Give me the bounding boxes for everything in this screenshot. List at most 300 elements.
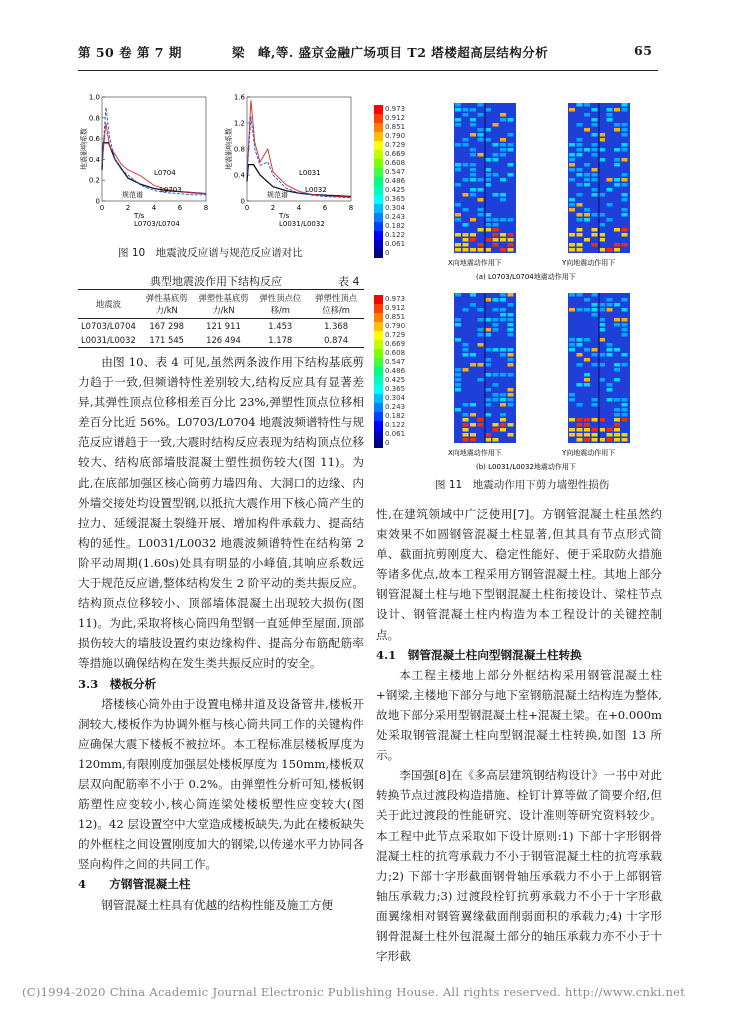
damage-cell (500, 143, 506, 147)
damage-cell (485, 178, 491, 182)
damage-cell (508, 148, 514, 152)
damage-cell (622, 418, 628, 422)
damage-cell (592, 173, 598, 177)
damage-cell (455, 118, 461, 122)
damage-cell (508, 318, 514, 322)
damage-cell (463, 223, 469, 227)
x-tick-label: 4 (296, 204, 302, 212)
damage-cell (592, 363, 598, 367)
damage-cell (607, 343, 613, 347)
damage-cell (569, 163, 575, 167)
damage-cell (508, 163, 514, 167)
damage-cell (470, 433, 476, 437)
damage-cell (584, 173, 590, 177)
scale-label: 0 (385, 439, 390, 447)
damage-cell (455, 108, 461, 112)
scale-swatch (374, 313, 383, 322)
damage-cell (592, 293, 598, 297)
damage-cell (584, 423, 590, 427)
damage-cell (500, 353, 506, 357)
scale-label: 0.486 (385, 177, 406, 185)
damage-cell (607, 298, 613, 302)
damage-cell (470, 303, 476, 307)
damage-cell (508, 248, 514, 252)
damage-cell (493, 383, 499, 387)
damage-cell (493, 398, 499, 402)
damage-cell (599, 158, 605, 162)
damage-cell (607, 348, 613, 352)
damage-cell (470, 293, 476, 297)
damage-cell (463, 143, 469, 147)
damage-cell (470, 423, 476, 427)
damage-cell (455, 163, 461, 167)
damage-cell (584, 103, 590, 107)
figure-11b (374, 293, 630, 471)
section-heading: 3.3 楼板分析 (78, 676, 157, 691)
damage-cell (493, 393, 499, 397)
cell: 121 911 (206, 321, 241, 331)
x-tick-label: 6 (322, 204, 328, 212)
damage-cell (569, 418, 575, 422)
scale-swatch (374, 430, 383, 439)
damage-cell (614, 163, 620, 167)
damage-cell (463, 208, 469, 212)
damage-cell (500, 313, 506, 317)
damage-cell (622, 403, 628, 407)
damage-cell (470, 153, 476, 157)
scale-swatch (374, 349, 383, 358)
scale-swatch (374, 150, 383, 159)
scale-label: 0.851 (385, 313, 406, 321)
copyright-footer: (C)1994-2020 China Academic Journal Electronic Publishing House. All rights reserved. http://www.cnki.net (22, 985, 686, 999)
scale-swatch (374, 331, 383, 340)
damage-cell (584, 298, 590, 302)
damage-cell (622, 173, 628, 177)
damage-cell (500, 198, 506, 202)
scale-swatch (374, 123, 383, 132)
scale-swatch (374, 159, 383, 168)
tower-y-direction (568, 293, 630, 443)
damage-cell (485, 398, 491, 402)
damage-cell (614, 183, 620, 187)
damage-cell (569, 158, 575, 162)
damage-cell (485, 213, 491, 217)
damage-cell (508, 313, 514, 317)
damage-cell (599, 418, 605, 422)
damage-cell (577, 103, 583, 107)
paragraph: 本工程主楼地上部分外框结构采用钢管混凝土柱+钢梁,主楼地下部分与地下室钢筋混凝土结构连为整体,故地下部分采用型钢混凝土柱+混凝土梁。在+0.000m 处采取钢管混凝土柱向型钢混凝土柱转换,如图 13 所示。 (376, 667, 662, 763)
paragraph: 李国强[8]在《多高层建筑钢结构设计》一书中对此转换节点过渡段构造措施、栓钉计算等做了简要介绍,但关于此过渡段的性能研究、设计准则等研究资料较少。本工程中此节点采取如下设计原则:1) 下部十字形钢骨混凝土柱的抗弯承载力不小于钢管混凝土柱的抗弯承载力;2) 下部十字形截面钢骨轴压承载力不小于上部钢管轴压承载力;3) 过渡段栓钉抗剪承载力不小于十字形截面翼缘相对钢管翼缘截面削弱面积的承载力;4) 十字形钢骨混凝土柱外包混凝土部分的轴压承载力亦不小于十字形截 (376, 768, 662, 964)
scale-swatch (374, 132, 383, 141)
damage-cell (470, 438, 476, 442)
scale-label: 0.304 (385, 394, 406, 402)
damage-cell (470, 123, 476, 127)
damage-cell (592, 108, 598, 112)
damage-cell (478, 103, 484, 107)
damage-cell (455, 248, 461, 252)
damage-cell (470, 353, 476, 357)
damage-cell (455, 338, 461, 342)
damage-cell (508, 333, 514, 337)
scale-label: 0.243 (385, 213, 406, 221)
scale-swatch (374, 222, 383, 231)
table-4-label: 表 4 (338, 275, 360, 288)
scale-label: 0.486 (385, 367, 406, 375)
damage-cell (508, 328, 514, 332)
damage-cell (485, 348, 491, 352)
y-tick-label: 0.4 (233, 171, 245, 180)
damage-cell (599, 213, 605, 217)
damage-cell (500, 153, 506, 157)
damage-cell (463, 423, 469, 427)
damage-cell (485, 228, 491, 232)
damage-cell (493, 318, 499, 322)
damage-cell (508, 118, 514, 122)
scale-swatch (374, 358, 383, 367)
cell: 1.178 (268, 335, 293, 345)
damage-cell (508, 433, 514, 437)
damage-cell (569, 233, 575, 237)
scale-swatch (374, 177, 383, 186)
damage-cell (577, 143, 583, 147)
damage-cell (463, 348, 469, 352)
damage-cell (493, 223, 499, 227)
damage-cell (463, 108, 469, 112)
th-plastic-disp: 弹塑性顶点位移/m (315, 293, 358, 315)
damage-cell (478, 188, 484, 192)
damage-cell (493, 228, 499, 232)
damage-cell (622, 433, 628, 437)
damage-cell (500, 373, 506, 377)
y-tick-label: 1.6 (233, 93, 245, 102)
damage-cell (470, 108, 476, 112)
damage-cell (592, 228, 598, 232)
damage-cell (470, 403, 476, 407)
damage-cell (508, 293, 514, 297)
damage-cell (500, 403, 506, 407)
damage-cell (592, 193, 598, 197)
damage-cell (455, 323, 461, 327)
damage-cell (607, 178, 613, 182)
damage-cell (508, 403, 514, 407)
damage-cell (622, 353, 628, 357)
series-line-L0703 (102, 107, 206, 194)
damage-cell (622, 413, 628, 417)
damage-cell (478, 213, 484, 217)
damage-cell (592, 178, 598, 182)
damage-cell (622, 398, 628, 402)
damage-cell (614, 243, 620, 247)
damage-cell (577, 403, 583, 407)
damage-cell (500, 193, 506, 197)
damage-cell (569, 203, 575, 207)
damage-cell (584, 128, 590, 132)
y-tick-label: 1.2 (233, 119, 245, 128)
damage-cell (493, 143, 499, 147)
scale-swatch (374, 231, 383, 240)
damage-cell (622, 308, 628, 312)
damage-cell (500, 293, 506, 297)
damage-cell (592, 303, 598, 307)
left-column (78, 352, 364, 915)
damage-cell (584, 218, 590, 222)
damage-cell (599, 148, 605, 152)
scale-label: 0.790 (385, 322, 406, 330)
damage-cell (614, 408, 620, 412)
x-tick-label: 4 (151, 204, 157, 212)
damage-cell (614, 423, 620, 427)
x-axis-label: T/s (279, 212, 290, 220)
damage-cell (622, 363, 628, 367)
right-column (376, 504, 662, 966)
damage-cell (500, 218, 506, 222)
damage-cell (607, 113, 613, 117)
section-heading: 4 方钢管混凝土柱 (78, 877, 191, 892)
damage-cell (455, 408, 461, 412)
scale-label: 0.547 (385, 358, 406, 366)
damage-cell (577, 428, 583, 432)
damage-cell (478, 418, 484, 422)
damage-cell (470, 173, 476, 177)
damage-cell (584, 163, 590, 167)
damage-cell (607, 308, 613, 312)
direction-label: X向地震动作用下 (448, 449, 502, 457)
damage-cell (622, 103, 628, 107)
scale-label: 0.425 (385, 186, 406, 194)
cell: 0.874 (324, 335, 349, 345)
damage-cell (584, 438, 590, 442)
direction-label: X向地震动作用下 (448, 259, 502, 267)
damage-cell (463, 138, 469, 142)
scale-label: 0.365 (385, 385, 406, 393)
damage-cell (599, 323, 605, 327)
y-tick-label: 0.6 (88, 135, 100, 144)
damage-cell (508, 373, 514, 377)
damage-cell (607, 353, 613, 357)
damage-cell (607, 188, 613, 192)
scale-label: 0.912 (385, 114, 406, 122)
damage-cell (485, 403, 491, 407)
scale-label: 0.182 (385, 222, 406, 230)
damage-cell (478, 133, 484, 137)
damage-cell (463, 193, 469, 197)
damage-cell (584, 148, 590, 152)
damage-cell (493, 193, 499, 197)
damage-cell (508, 233, 514, 237)
damage-cell (599, 238, 605, 242)
scale-swatch (374, 213, 383, 222)
direction-label: Y向地震动作用下 (562, 259, 616, 267)
damage-cell (577, 168, 583, 172)
damage-cell (508, 358, 514, 362)
scale-swatch (374, 186, 383, 195)
damage-cell (485, 128, 491, 132)
damage-cell (463, 163, 469, 167)
damage-cell (478, 153, 484, 157)
damage-cell (614, 248, 620, 252)
y-tick-label: 1.0 (88, 93, 100, 102)
cell: 1.453 (268, 321, 293, 331)
damage-cell (592, 438, 598, 442)
damage-cell (485, 248, 491, 252)
damage-cell (463, 403, 469, 407)
table-row (78, 333, 364, 348)
damage-cell (493, 173, 499, 177)
damage-cell (500, 423, 506, 427)
damage-cell (463, 238, 469, 242)
damage-cell (569, 343, 575, 347)
damage-cell (599, 353, 605, 357)
damage-cell (577, 338, 583, 342)
table-4 (78, 289, 364, 348)
damage-cell (607, 218, 613, 222)
damage-cell (614, 368, 620, 372)
tower-x-direction (454, 103, 516, 253)
section-heading: 4.1 钢管混凝土柱向型钢混凝土柱转换 (376, 647, 582, 662)
scale-label: 0.912 (385, 304, 406, 312)
scale-swatch (374, 105, 383, 114)
damage-cell (455, 233, 461, 237)
damage-cell (485, 363, 491, 367)
damage-cell (592, 188, 598, 192)
damage-cell (622, 183, 628, 187)
damage-cell (577, 218, 583, 222)
damage-cell (485, 168, 491, 172)
damage-cell (478, 318, 484, 322)
scale-label: 0.365 (385, 195, 406, 203)
damage-cell (485, 413, 491, 417)
damage-cell (577, 308, 583, 312)
damage-cell (485, 333, 491, 337)
scale-label: 0.608 (385, 349, 406, 357)
x-tick-label: 6 (177, 204, 183, 212)
damage-cell (577, 233, 583, 237)
damage-cell (614, 348, 620, 352)
damage-cell (584, 348, 590, 352)
damage-cell (463, 248, 469, 252)
subfigure-label: (b) L0031/L0032地震动作用下 (476, 463, 576, 471)
damage-cell (500, 393, 506, 397)
damage-cell (622, 128, 628, 132)
damage-cell (478, 243, 484, 247)
damage-cell (478, 328, 484, 332)
damage-cell (584, 338, 590, 342)
damage-cell (622, 298, 628, 302)
damage-cell (493, 243, 499, 247)
damage-cell (569, 393, 575, 397)
paragraph: 由图 10、表 4 可见,虽然两条波作用下结构基底剪力趋于一致,但频谱特性差别较大,结构反应具有显著差异,其弹性顶点位移相差百分比 23%,弹塑性顶点位移相差百分比近 56%。L0703/L0704 地震波频谱特性与规范反应谱趋于一致,大震时结构反应表现为结构顶点位移较大、结构底部墙肢混凝土塑性损伤较大(图 11)。为此,在底部加强区核心筒剪力墙四角、大洞口的边缘、内外墙交接处均设置型钢,以抵抗大震作用下核心筒产生的拉力、延缓混凝土裂缝开展、增加构件承载力、提高结构的延性。L0031/L0032 地震波频谱特性在结构第 2 阶平动周期(1.60s)处具有明显的小峰值,其响应系数远大于规范反应谱,整体结构发生 2 阶平动的类共振反应。结构顶点位移较小、顶部墙体混凝土出现较大损伤(图 11)。为此,采取将核心筒四角型钢一直延伸至屋面,顶部损伤较大的墙肢设置约束边缘构件、提高分布筋配筋率等措施以确保结构在发生类共振反应时的安全。 (78, 355, 364, 671)
damage-cell (599, 378, 605, 382)
damage-cell (599, 428, 605, 432)
chart-right (224, 94, 353, 229)
y-axis-label: 地震影响系数 (225, 128, 233, 170)
damage-cell (614, 303, 620, 307)
damage-cell (577, 203, 583, 207)
damage-cell (622, 323, 628, 327)
y-tick-label: 0.8 (233, 145, 245, 154)
damage-cell (577, 248, 583, 252)
damage-cell (478, 343, 484, 347)
damage-cell (500, 113, 506, 117)
damage-cell (607, 303, 613, 307)
damage-cell (622, 318, 628, 322)
damage-cell (478, 113, 484, 117)
damage-cell (508, 388, 514, 392)
damage-cell (493, 158, 499, 162)
damage-cell (622, 143, 628, 147)
scale-label: 0.669 (385, 150, 406, 158)
damage-cell (577, 153, 583, 157)
damage-cell (478, 208, 484, 212)
scale-swatch (374, 412, 383, 421)
scale-swatch (374, 114, 383, 123)
damage-cell (577, 243, 583, 247)
damage-cell (599, 328, 605, 332)
damage-cell (500, 428, 506, 432)
damage-cell (614, 438, 620, 442)
damage-cell (599, 233, 605, 237)
damage-cell (584, 373, 590, 377)
damage-cell (599, 363, 605, 367)
damage-cell (478, 363, 484, 367)
damage-cell (493, 298, 499, 302)
x-tick-label: 8 (203, 204, 209, 212)
scale-label: 0.061 (385, 430, 406, 438)
paragraph: 性,在建筑领域中广泛使用[7]。方钢管混凝土柱虽然约束效果不如圆钢管混凝土柱显著,但其具有节点形式简单、截面抗剪刚度大、稳定性能好、便于采取防火措施等诸多优点,故本工程采用方钢管混凝土柱。其地上部分钢管混凝土柱与地下型钢混凝土柱衔接设计、梁柱节点设计、钢管混凝土柱内构造为本工程设计的关键控制点。 (376, 507, 662, 642)
damage-cell (599, 223, 605, 227)
cell: 167 298 (149, 321, 184, 331)
damage-cell (470, 188, 476, 192)
paragraph: 塔楼核心筒外由于设置电梯井道及设备管井,楼板开洞较大,楼板作为协调外框与核心筒共同工作的关键构件应确保大震下楼板不被拉坏。本工程标准层楼板厚度为 120mm,有限刚度加强层处楼板厚度为 150mm,楼板双层双向配筋率不小于 0.2%。由弹塑性分析可知,楼板钢筋塑性应变较小,核心筒连梁处楼板塑性应变较大(图 12)。42 层设置空中大堂造成楼板缺失,为此在楼板缺失的外框柱之间设置刚度加大的钢梁,以传递水平力协同各竖向构件之间的共同工作。 (78, 696, 364, 872)
scale-swatch (374, 204, 383, 213)
figure-11a (374, 103, 630, 281)
damage-cell (470, 178, 476, 182)
scale-swatch (374, 249, 383, 258)
damage-cell (485, 373, 491, 377)
damage-cell (592, 428, 598, 432)
damage-cell (463, 428, 469, 432)
damage-cell (455, 293, 461, 297)
damage-cell (577, 363, 583, 367)
damage-cell (592, 233, 598, 237)
damage-cell (493, 323, 499, 327)
damage-cell (470, 148, 476, 152)
damage-cell (478, 138, 484, 142)
scale-swatch (374, 421, 383, 430)
damage-cell (622, 438, 628, 442)
x-tick-label: 2 (270, 204, 276, 212)
damage-cell (569, 433, 575, 437)
damage-cell (577, 138, 583, 142)
cell: L0031/L0032 (81, 335, 136, 345)
damage-cell (463, 368, 469, 372)
damage-cell (463, 308, 469, 312)
th-plastic-shear: 弹塑性基底剪力/kN (198, 293, 249, 315)
damage-cell (493, 153, 499, 157)
damage-cell (622, 213, 628, 217)
y-axis-label: 地震影响系数 (80, 128, 88, 170)
damage-cell (577, 418, 583, 422)
scale-label: 0.547 (385, 168, 406, 176)
scale-label: 0.608 (385, 159, 406, 167)
damage-cell (592, 118, 598, 122)
damage-cell (500, 318, 506, 322)
damage-cell (607, 428, 613, 432)
figure-11-caption: 图 11 地震动作用下剪力墙塑性损伤 (435, 479, 610, 491)
damage-cell (463, 243, 469, 247)
damage-cell (508, 423, 514, 427)
damage-cell (599, 338, 605, 342)
